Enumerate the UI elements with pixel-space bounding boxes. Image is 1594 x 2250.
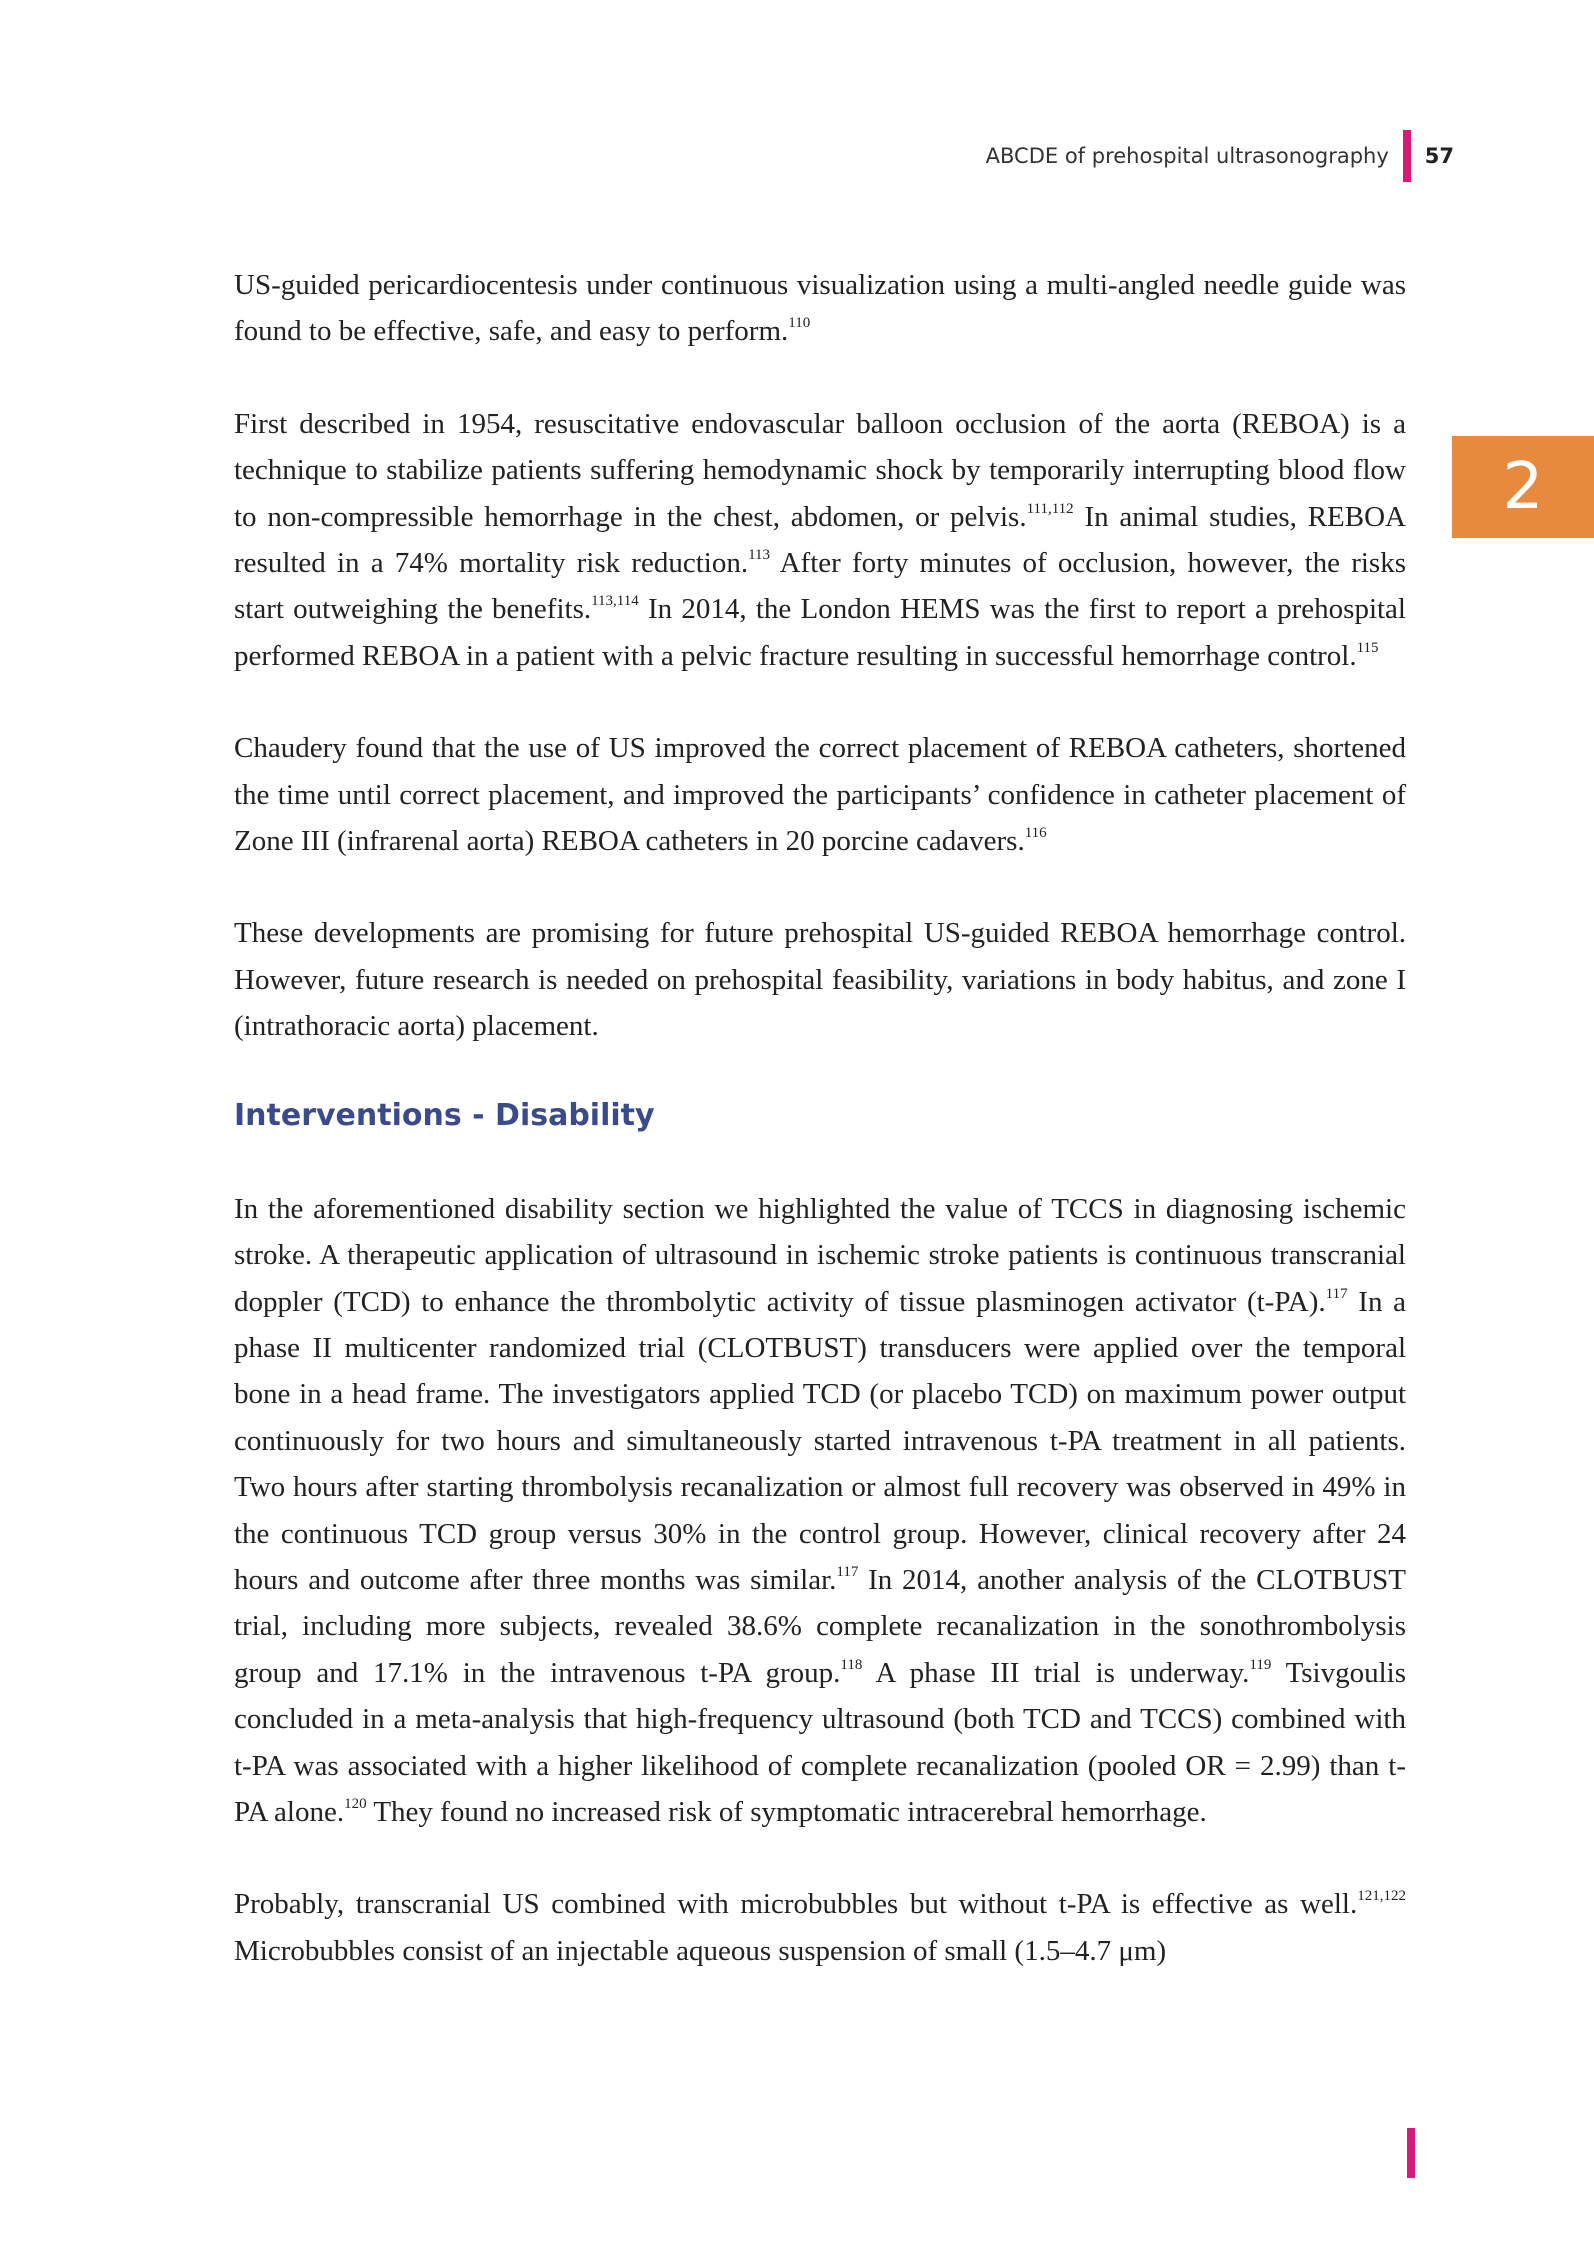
paragraph-text: They found no increased risk of symptomatic intracerebral hemorrhage. <box>366 1795 1207 1828</box>
paragraph-text: After forty minutes of occlusion, however, the risks start outweighing the benefits. <box>234 547 1406 626</box>
running-title: ABCDE of prehospital ultrasonography <box>985 144 1389 168</box>
body-paragraph <box>234 262 1406 355</box>
paragraph-group-1 <box>234 262 1406 1050</box>
body-paragraph <box>234 1881 1406 1974</box>
paragraph-text: In the aforementioned disability section we highlighted the value of TCCS in diagnosing ischemic stroke. A therapeutic application of ultrasound in ischemic stroke patients is continuous transcranial doppler (TCD) to enhance the thrombolytic activity of tissue plasminogen activator (t-PA). <box>234 1192 1406 1318</box>
running-head <box>986 130 1454 182</box>
citation-superscript: 120 <box>344 1795 367 1812</box>
paragraph-text: In a phase II multicenter randomized trial (CLOTBUST) transducers were applied over the temporal bone in a head frame. The investigators applied TCD (or placebo TCD) on maximum power output continuously for two hours and simultaneously started intravenous t-PA treatment in all patients. Two hours after starting thrombolysis recanalization or almost full recovery was observed in 49% in the continuous TCD group versus 30% in the control group. However, clinical recovery after 24 hours and outcome after three months was similar. <box>234 1285 1406 1596</box>
header-accent-bar <box>1403 130 1411 182</box>
footer-accent-bar <box>1407 2128 1415 2178</box>
paragraph-text: First described in 1954, resuscitative endovascular balloon occlusion of the aorta (REBOA) is a technique to stabilize patients suffering hemodynamic shock by temporarily interrupting blood flow to non-compressible hemorrhage in the chest, abdomen, or pelvis. <box>234 407 1406 533</box>
chapter-tab: 2 <box>1452 436 1594 538</box>
main-content <box>234 262 1406 2020</box>
citation-superscript: 118 <box>840 1656 863 1673</box>
citation-superscript: 113 <box>748 547 771 564</box>
page-number: 57 <box>1424 144 1454 168</box>
paragraph-text: In 2014, another analysis of the CLOTBUST trial, including more subjects, revealed 38.6% complete recanalization in the sonothrombolysis group and 17.1% in the intravenous t-PA group. <box>234 1563 1406 1689</box>
body-paragraph <box>234 910 1406 1049</box>
citation-superscript: 115 <box>1356 639 1379 656</box>
citation-superscript: 113,114 <box>591 593 639 610</box>
paragraph-text: US-guided pericardiocentesis under continuous visualization using a multi-angled needle guide was found to be effective, safe, and easy to perform. <box>234 269 1406 348</box>
body-paragraph <box>234 1186 1406 1836</box>
paragraph-group-2 <box>234 1186 1406 1975</box>
section-heading: Interventions - Disability <box>234 1097 655 1133</box>
citation-superscript: 116 <box>1024 825 1047 842</box>
paragraph-text: These developments are promising for future prehospital US-guided REBOA hemorrhage control. However, future research is needed on prehospital feasibility, variations in body habitus, and zone I (intrathoracic aorta) placement. <box>234 917 1406 1043</box>
citation-superscript: 117 <box>836 1563 859 1580</box>
body-paragraph <box>234 725 1406 864</box>
paragraph-text: In 2014, the London HEMS was the first to report a prehospital performed REBOA in a patient with a pelvic fracture resulting in successful hemorrhage control. <box>234 593 1406 672</box>
paragraph-text: Microbubbles consist of an injectable aqueous suspension of small (1.5–4.7 μm) <box>234 1934 1167 1967</box>
body-paragraph <box>234 401 1406 679</box>
citation-superscript: 117 <box>1325 1285 1348 1302</box>
paragraph-text: Probably, transcranial US combined with microbubbles but without t-PA is effective as well. <box>234 1888 1358 1921</box>
paragraph-text: Chaudery found that the use of US improved the correct placement of REBOA catheters, shortened the time until correct placement, and improved the participants’ confidence in catheter placement of Zone III (infrarenal aorta) REBOA catheters in 20 porcine cadavers. <box>234 732 1406 858</box>
citation-superscript: 119 <box>1249 1656 1272 1673</box>
citation-superscript: 111,112 <box>1026 500 1074 517</box>
paragraph-text: Tsivgoulis concluded in a meta-analysis that high-frequency ultrasound (both TCD and TCCS) combined with t-PA was associated with a higher likelihood of complete recanalization (pooled OR = 2.99) than t-PA alone. <box>234 1656 1407 1828</box>
paragraph-text: A phase III trial is underway. <box>862 1656 1250 1689</box>
paragraph-text: In animal studies, REBOA resulted in a 74% mortality risk reduction. <box>234 500 1406 580</box>
citation-superscript: 110 <box>788 315 811 332</box>
citation-superscript: 121,122 <box>1357 1888 1406 1905</box>
